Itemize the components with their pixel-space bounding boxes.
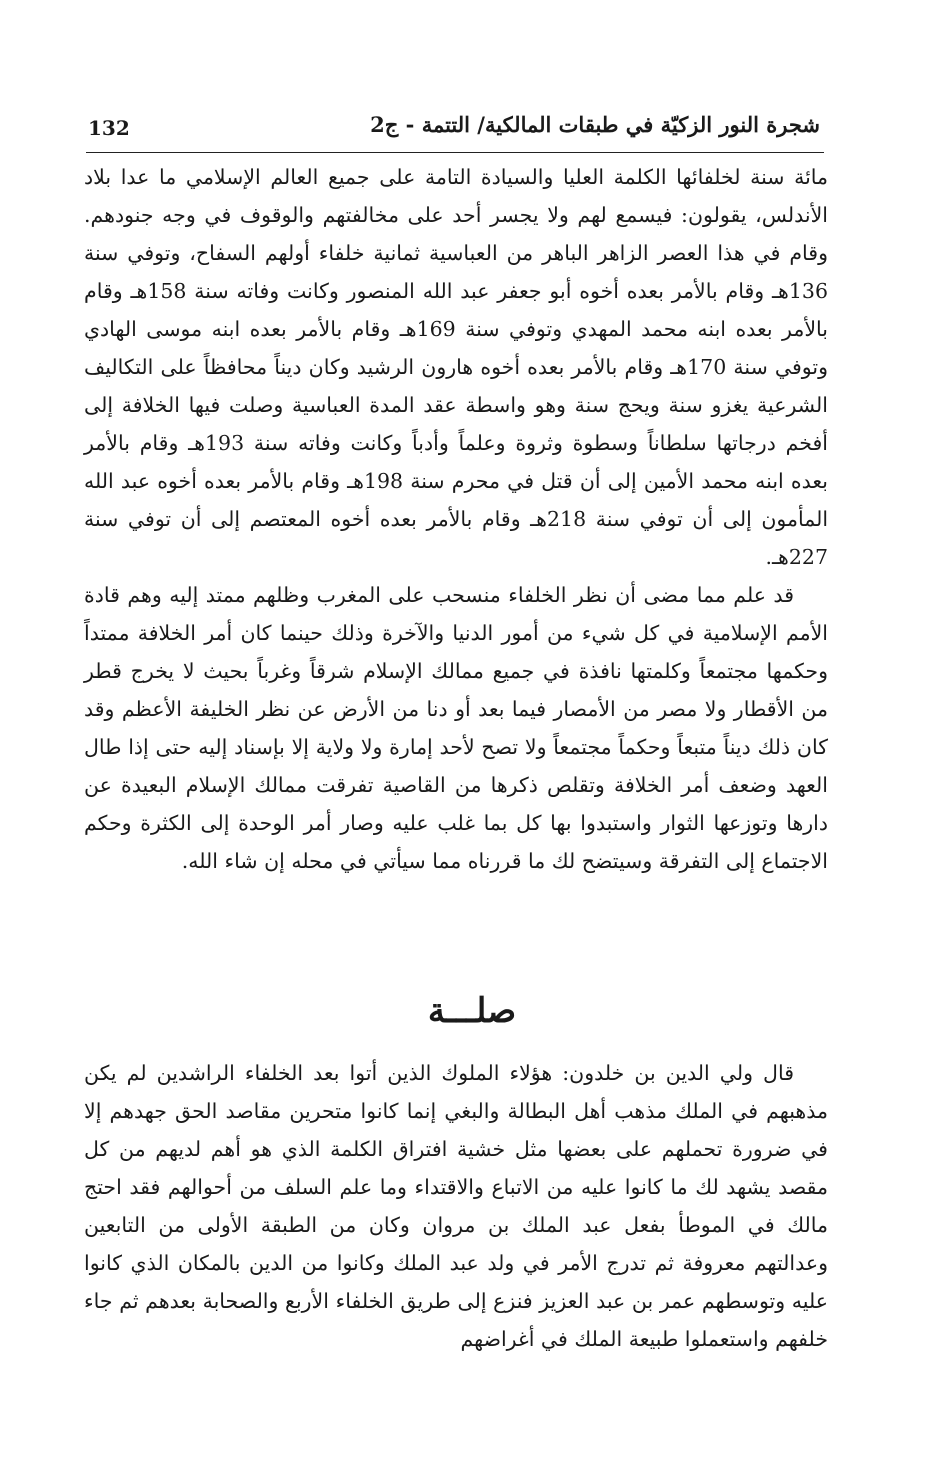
paragraph: قد علم مما مضى أن نظر الخلفاء منسحب على المغرب وظلهم ممتد إليه وهم قادة الأمم الإسلامية في كل شيء من أمور الدنيا والآخرة وذلك حينما كان أمر الخلافة ممتداً وحكمها مجتمعاً وكلمتها نافذة في جميع ممالك الإسلام شرقاً وغرباً بحيث لا يخرج قطر من الأقطار ولا مصر من الأمصار فيما بعد أو دنا من الأرض عن نظر الخليفة الأعظم وقد كان ذلك ديناً متبعاً وحكماً مجتمعاً ولا تصح لأحد إمارة ولا ولاية إلا بإسناد إليه حتى إذا طال العهد وضعف أمر الخلافة وتقلص ذكرها من القاصية تفرقت ممالك الإسلام البعيدة عن دارها وتوزعها الثوار واستبدوا بها كل بما غلب عليه وصار أمر الوحدة إلى الكثرة وحكم الاجتماع إلى التفرقة وسيتضح لك ما قررناه مما سيأتي في محله إن شاء الله. [84,583,828,873]
running-title: شجرة النور الزكيّة في طبقات المالكية/ التتمة - ج2 [370,112,820,137]
section-text [84,1054,828,1358]
main-text-section [84,158,828,880]
section-heading: صلـــة [427,991,517,1031]
running-header [86,106,824,153]
paragraph: قال ولي الدين بن خلدون: هؤلاء الملوك الذين أتوا بعد الخلفاء الراشدين لم يكن مذهبهم في الملك مذهب أهل البطالة والبغي إنما كانوا متحرين مقاصد الحق جهدهم إلا في ضرورة تحملهم على بعضها مثل خشية افتراق الكلمة الذي هو أهم لديهم من كل مقصد يشهد لك ما كانوا عليه من الاتباع والاقتداء وما علم السلف من أحوالهم فقد احتج مالك في الموطأ بفعل عبد الملك بن مروان وكان من الطبقة الأولى من التابعين وعدالتهم معروفة ثم تدرج الأمر في ولد عبد الملك وكانوا من الدين بالمكان الذي كانوا عليه وتوسطهم عمر بن عبد العزيز فنزع إلى طريق الخلفاء الأربع والصحابة بعدهم ثم جاء خلفهم واستعملوا طبيعة الملك في أغراضهم [84,1061,828,1351]
paragraph: مائة سنة لخلفائها الكلمة العليا والسيادة التامة على جميع العالم الإسلامي ما عدا بلاد الأندلس، يقولون: فيسمع لهم ولا يجسر أحد على مخالفتهم والوقوف في وجه جنودهم. وقام في هذا العصر الزاهر الباهر من العباسية ثمانية خلفاء أولهم السفاح، وتوفي سنة 136هـ وقام بالأمر بعده أخوه أبو جعفر عبد الله المنصور وكانت وفاته سنة 158هـ وقام بالأمر بعده ابنه محمد المهدي وتوفي سنة 169هـ وقام بالأمر بعده ابنه موسى الهادي وتوفي سنة 170هـ وقام بالأمر بعده أخوه هارون الرشيد وكان ديناً محافظاً على التكاليف الشرعية يغزو سنة ويحج سنة وهو واسطة عقد المدة العباسية وصلت فيها الخلافة إلى أفخم درجاتها سلطاناً وسطوة وثروة وعلماً وأدباً وكانت وفاته سنة 193هـ وقام بالأمر بعده ابنه محمد الأمين إلى أن قتل في محرم سنة 198هـ وقام بالأمر بعده أخوه عبد الله المأمون إلى أن توفي سنة 218هـ وقام بالأمر بعده أخوه المعتصم إلى أن توفي سنة 227هـ. [84,165,829,569]
page-number: 132 [88,116,130,140]
